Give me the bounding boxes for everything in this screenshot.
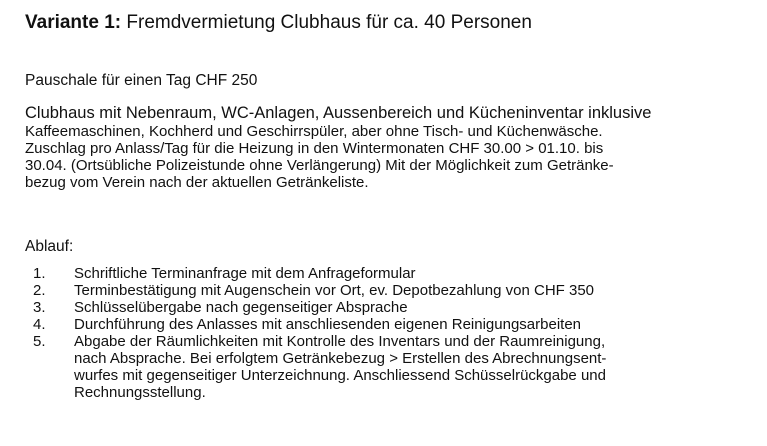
description-line: 30.04. (Ortsübliche Polizeistunde ohne Verlängerung) Mit der Möglichkeit zum Getränke-: [25, 157, 614, 174]
description-line: bezug vom Verein nach der aktuellen Getränkeliste.: [25, 174, 369, 191]
step-number: 4.: [33, 316, 46, 333]
step-text: [74, 333, 767, 401]
procedure-list: [0, 265, 767, 401]
step-text: [74, 282, 767, 299]
step-line: wurfes mit gegenseitiger Unterzeichnung. Anschliessend Schüsselrückgabe und: [74, 367, 606, 384]
description-line: Kaffeemaschinen, Kochherd und Geschirrspüler, aber ohne Tisch- und Küchenwäsche.: [25, 123, 603, 140]
step-number: 2.: [33, 282, 46, 299]
price-line: Pauschale für einen Tag CHF 250: [25, 72, 258, 89]
step-line: Terminbestätigung mit Augenschein vor Ort, ev. Depotbezahlung von CHF 350: [74, 282, 595, 299]
procedure-heading: Ablauf:: [25, 238, 74, 255]
variant-title: Fremdvermietung Clubhaus für ca. 40 Personen: [121, 12, 532, 33]
step-line: Durchführung des Anlasses mit anschliesenden eigenen Reinigungsarbeiten: [74, 316, 581, 333]
step-number: 5.: [33, 333, 46, 350]
step-line: Rechnungsstellung.: [74, 384, 206, 401]
variant-heading: [25, 11, 532, 35]
description-line: Zuschlag pro Anlass/Tag für die Heizung in den Wintermonaten CHF 30.00 > 01.10. bis: [25, 140, 604, 157]
step-text: [74, 265, 767, 282]
procedure-step: [0, 333, 767, 401]
variant-label: Variante 1:: [25, 12, 122, 33]
procedure-step: [0, 316, 767, 333]
step-text: [74, 316, 767, 333]
procedure-step: [0, 299, 767, 316]
step-line: Schriftliche Terminanfrage mit dem Anfrageformular: [74, 265, 416, 282]
step-text: [74, 299, 767, 316]
step-number: 3.: [33, 299, 46, 316]
description-paragraph: [25, 103, 745, 191]
procedure-step: [0, 282, 767, 299]
step-line: nach Absprache. Bei erfolgtem Getränkebezug > Erstellen des Abrechnungsent-: [74, 350, 607, 367]
step-number: 1.: [33, 265, 46, 282]
step-line: Abgabe der Räumlichkeiten mit Kontrolle des Inventars und der Raumreinigung,: [74, 333, 606, 350]
step-line: Schlüsselübergabe nach gegenseitiger Absprache: [74, 299, 408, 316]
description-line: Clubhaus mit Nebenraum, WC-Anlagen, Aussenbereich und Kücheninventar inklusive: [25, 104, 652, 122]
procedure-step: [0, 265, 767, 282]
